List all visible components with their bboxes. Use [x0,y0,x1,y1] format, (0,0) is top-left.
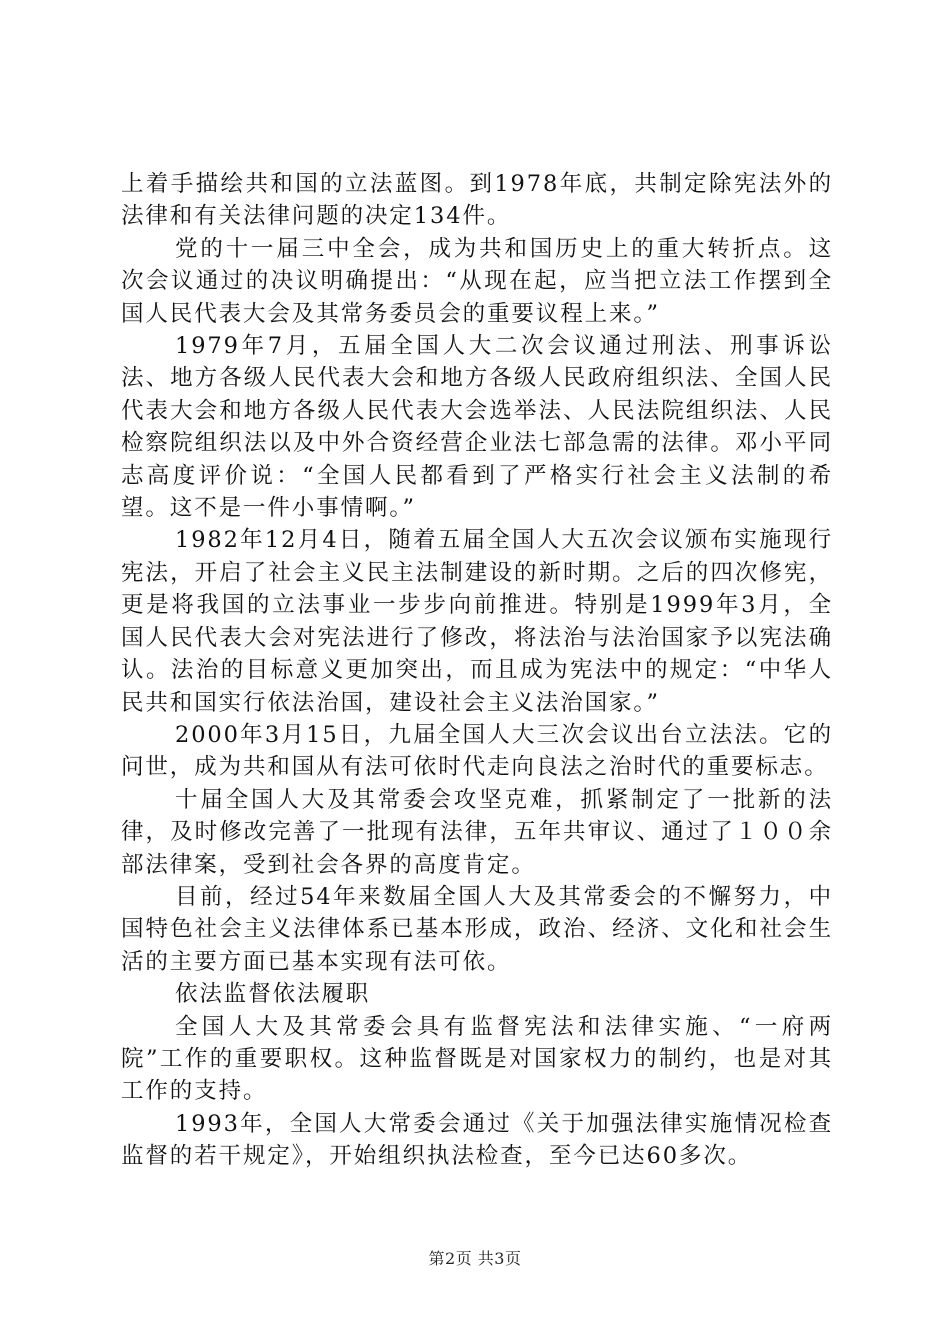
page-number-footer: 第2页 共3页 [428,1249,522,1268]
paragraph: 1993年，全国人大常委会通过《关于加强法律实施情况检查监督的若干规定》，开始组织执法检查，至今已达60多次。 [121,1110,833,1170]
paragraph-continued: 上着手描绘共和国的立法蓝图。到1978年底，共制定除宪法外的法律和有关法律问题的决定134件。 [121,171,833,230]
paragraph: 十届全国人大及其常委会攻坚克难，抓紧制定了一批新的法律，及时修改完善了一批现有法律，五年共审议、通过了１００余部法律案，受到社会各界的高度肯定。 [121,786,833,878]
paragraph: 2000年3月15日，九届全国人大三次会议出台立法法。它的问世，成为共和国从有法可依时代走向良法之治时代的重要标志。 [121,721,833,781]
paragraph: 全国人大及其常委会具有监督宪法和法律实施、“一府两院”工作的重要职权。这种监督既是对国家权力的制约，也是对其工作的支持。 [121,1013,833,1105]
paragraph: 1979年7月，五届全国人大二次会议通过刑法、刑事诉讼法、地方各级人民代表大会和地方各级人民政府组织法、全国人民代表大会和地方各级人民代表大会选举法、人民法院组织法、人民检察院组织法以及中外合资经营企业法七部急需的法律。邓小平同志高度评价说：“全国人民都看到了严格实行社会主义法制的希望。这不是一件小事情啊。” [121,333,833,522]
section-heading: 依法监督依法履职 [175,981,371,1008]
paragraph: 目前，经过54年来数届全国人大及其常委会的不懈努力，中国特色社会主义法律体系已基本形成，政治、经济、文化和社会生活的主要方面已基本实现有法可依。 [121,883,833,975]
paragraph: 党的十一届三中全会，成为共和国历史上的重大转折点。这次会议通过的决议明确提出：“从现在起，应当把立法工作摆到全国人民代表大会及其常务委员会的重要议程上来。” [121,235,833,327]
document-body [121,168,833,1173]
paragraph: 1982年12月4日，随着五届全国人大五次会议颁布实施现行宪法，开启了社会主义民主法制建设的新时期。之后的四次修宪，更是将我国的立法事业一步步向前推进。特别是1999年3月，全国人民代表大会对宪法进行了修改，将法治与法治国家予以宪法确认。法治的目标意义更加突出，而且成为宪法中的规定：“中华人民共和国实行依法治国，建设社会主义法治国家。” [121,527,833,716]
